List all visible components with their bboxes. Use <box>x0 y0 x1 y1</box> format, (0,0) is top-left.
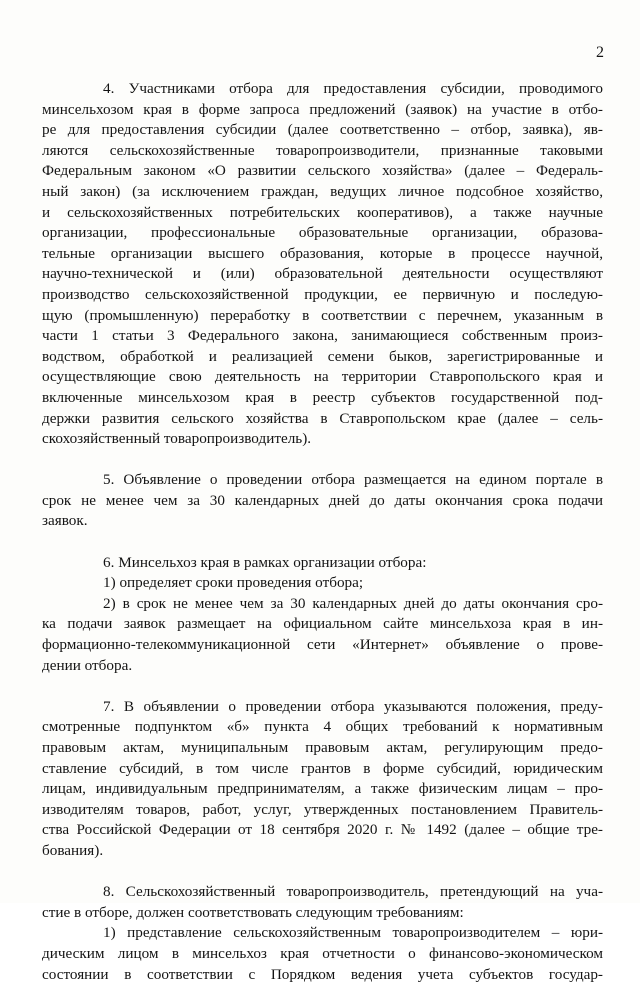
text-line: минсельхозом края в форме запроса предложений (заявок) на участие в отбо- <box>42 100 603 118</box>
text-line: 6. Минсельхоз края в рамках организации отбора: <box>103 553 427 571</box>
text-line: изводителям товаров, работ, услуг, утвержденных постановлением Правитель- <box>42 800 603 818</box>
text-line: тельные организации высшего образования, которые в процессе научной, <box>42 244 603 262</box>
text-line: щую (промышленную) переработку в соответствии с перечнем, указанным в <box>42 306 603 324</box>
text-line: формационно-телекоммуникационной сети «Интернет» объявление о прове- <box>42 636 603 654</box>
text-line: организации, профессиональные образовательные организации, образова- <box>42 224 603 242</box>
text-line: ре для предоставления субсидии (далее соответственно – отбор, заявка), яв- <box>42 121 603 139</box>
text-line: бования). <box>42 841 104 859</box>
text-line: 5. Объявление о проведении отбора размещается на едином портале в <box>103 471 603 489</box>
text-line: 1) представление сельскохозяйственным товаропроизводителем – юри- <box>103 924 603 942</box>
text-line: 4. Участниками отбора для предоставления субсидии, проводимого <box>103 80 603 97</box>
text-line: лицам, индивидуальным предпринимателям, а также физическим лицам – про- <box>42 780 603 798</box>
text-line: дическим лицом в минсельхоз края отчетности о финансово-экономическом <box>42 944 603 962</box>
text-line: заявок. <box>42 512 88 530</box>
text-line: ка подачи заявок размещает на официальном сайте минсельхоза края в ин- <box>42 615 603 633</box>
text-line: 1) определяет сроки проведения отбора; <box>103 574 364 592</box>
text-line: части 1 статьи 3 Федерального закона, занимающиеся собственным произ- <box>42 327 603 345</box>
text-line: 2) в срок не менее чем за 30 календарных дней до даты окончания сро- <box>103 594 603 612</box>
page-number: 2 <box>596 44 604 61</box>
paragraph-gap <box>103 862 603 883</box>
text-line: Федеральным законом «О развитии сельского хозяйства» (далее – Федераль- <box>42 162 603 180</box>
text-line: держки развития сельского хозяйства в Ставропольском крае (далее – сель- <box>42 409 603 427</box>
text-line: 7. В объявлении о проведении отбора указываются положения, преду- <box>103 697 603 715</box>
paragraph-4 <box>42 79 603 450</box>
text-line: ляются сельскохозяйственные товаропроизводители, признанные таковыми <box>42 141 603 159</box>
text-line: стие в отборе, должен соответствовать следующим требованиям: <box>42 903 464 921</box>
paragraph-7 <box>42 697 603 862</box>
text-line: правовым актам, муниципальным правовым актам, регулирующим предо- <box>42 739 603 756</box>
text-line: ства Российской Федерации от 18 сентября 2020 г. № 1492 (далее – общие тре- <box>42 821 603 839</box>
paragraph-gap <box>103 532 603 553</box>
text-line: состоянии в соответствии с Порядком ведения учета субъектов государ- <box>42 965 603 983</box>
text-line: ный закон) (за исключением граждан, ведущих личное подсобное хозяйство, <box>42 182 603 200</box>
document-body <box>42 79 603 985</box>
text-line: осуществляющие свою деятельность на территории Ставропольского края и <box>42 368 603 386</box>
paragraph-6 <box>42 553 603 677</box>
text-line: и сельскохозяйственных потребительских кооперативов), а также научные <box>42 203 603 221</box>
text-line: водством, обработкой и реализацией семени быков, зарегистрированные и <box>42 347 603 365</box>
text-line: включенные минсельхозом края в реестр субъектов государственной под- <box>42 388 603 406</box>
text-line: смотренные подпунктом «б» пункта 4 общих требований к нормативным <box>42 718 603 736</box>
text-line: научно-технической и (или) образовательной деятельности осуществляют <box>42 265 603 283</box>
paragraph-5 <box>42 470 603 532</box>
text-line: срок не менее чем за 30 календарных дней до даты окончания срока подачи <box>42 491 603 509</box>
paragraph-gap <box>103 676 603 697</box>
text-line: дении отбора. <box>42 656 133 674</box>
paragraph-8 <box>42 882 603 985</box>
paragraph-gap <box>103 450 603 471</box>
text-line: производство сельскохозяйственной продукции, ее первичную и последую- <box>42 285 603 303</box>
text-line: скохозяйственный товаропроизводитель). <box>42 430 312 448</box>
text-line: 8. Сельскохозяйственный товаропроизводитель, претендующий на уча- <box>103 883 603 901</box>
text-line: ставление субсидий, в том числе грантов в форме субсидий, юридическим <box>42 759 603 777</box>
